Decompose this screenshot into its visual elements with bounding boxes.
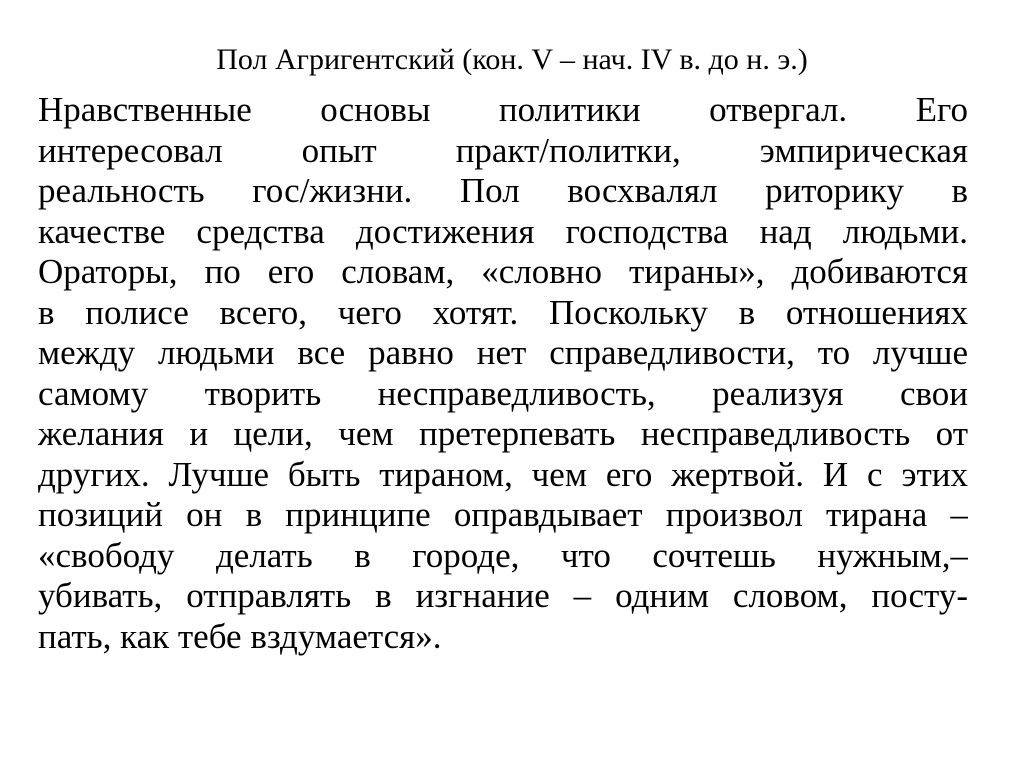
slide-title: Пол Агригентский (кон. V – нач. IV в. до н. э.): [216, 43, 808, 76]
paragraph-line: убивать, отправлять в изгнание – одним словом, посту-: [38, 576, 968, 615]
paragraph-line: между людьми все равно нет справедливости, то лучше: [38, 333, 968, 372]
paragraph-line: самому творить несправедливость, реализуя свои: [38, 373, 968, 413]
body-paragraph: [38, 90, 968, 657]
paragraph-line: реальность гос/жизни. Пол восхвалял риторику в: [38, 171, 968, 210]
paragraph-line: «свободу делать в городе, что сочтешь нужным,–: [38, 535, 968, 575]
paragraph-line: в полисе всего, чего хотят. Поскольку в отношениях: [38, 292, 968, 332]
paragraph-line: позиций он в принципе оправдывает произвол тирана –: [38, 495, 968, 534]
paragraph-line: других. Лучше быть тираном, чем его жертвой. И с этих: [38, 454, 968, 494]
paragraph-line: качестве средства достижения господства над людьми.: [38, 211, 968, 251]
paragraph-line: Нравственные основы политики отвергал. Его: [38, 90, 968, 129]
paragraph-line: Ораторы, по его словам, «словно тираны», добиваются: [38, 252, 968, 291]
paragraph-line: интересовал опыт практ/политки, эмпирическая: [38, 130, 968, 170]
paragraph-line: пать, как тебе вздумается».: [38, 616, 442, 656]
paragraph-line: желания и цели, чем претерпевать несправедливость от: [38, 414, 968, 453]
